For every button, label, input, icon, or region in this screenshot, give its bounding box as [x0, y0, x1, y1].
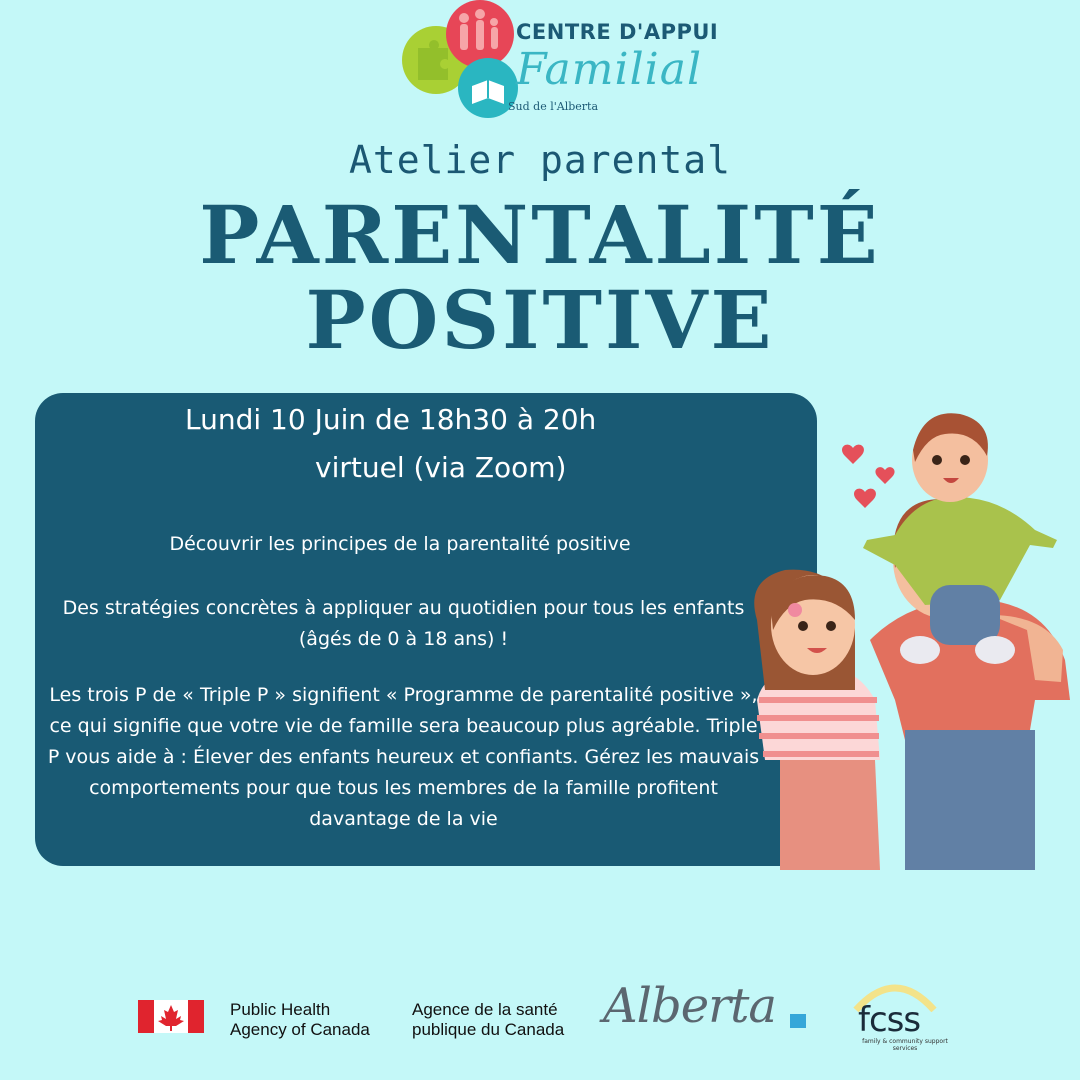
alberta-mark-icon — [790, 1014, 806, 1028]
phac-en-line-2: Agency of Canada — [230, 1020, 370, 1039]
sponsor-footer — [0, 960, 1080, 1070]
phac-french-name — [412, 1000, 564, 1040]
family-illustration — [745, 400, 1080, 870]
centre-appui-logo — [388, 0, 718, 120]
headline-line-2: POSITIVE — [305, 273, 775, 367]
phac-fr-line-1: Agence de la santé — [412, 1000, 558, 1019]
event-mode: virtuel (via Zoom) — [315, 451, 567, 484]
phac-english-name — [230, 1000, 370, 1040]
canada-flag-icon — [138, 1000, 204, 1033]
workshop-subtitle: Atelier parental — [348, 138, 732, 182]
event-date: Lundi 10 Juin de 18h30 à 20h — [185, 403, 597, 436]
logo-emblem-icon — [388, 0, 518, 120]
phac-fr-line-2: publique du Canada — [412, 1020, 565, 1039]
info-card — [35, 393, 817, 866]
phac-en-line-1: Public Health — [230, 1000, 331, 1019]
paragraph-strategies: Des stratégies concrètes à appliquer au quotidien pour tous les enfants (âgés de 0 à 18 ans) ! — [62, 597, 745, 650]
fcss-tagline: family & community support services — [862, 1038, 948, 1052]
paragraph-triple-p: Les trois P de « Triple P » signifient « Programme de parentalité positive », ce qui signifie que votre vie de famille sera beaucoup plus agréable. Triple P vous aide à : Élever des enfants heureux et confiants. Gérez les mauvais comportements pour que tous les membres de la famille profitent davantage de la vie — [47, 684, 760, 830]
logo-title: CENTRE D'APPUI — [516, 20, 719, 44]
fcss-logo: fcss — [858, 1000, 921, 1040]
headline-line-1: PARENTALITÉ — [199, 188, 881, 282]
logo-script: Familial — [516, 44, 703, 95]
paragraph-principles: Découvrir les principes de la parentalité positive — [169, 533, 631, 555]
logo-subtitle: Sud de l'Alberta — [508, 100, 598, 113]
hair-bow-icon — [788, 603, 802, 617]
alberta-logo: Alberta — [603, 978, 776, 1034]
